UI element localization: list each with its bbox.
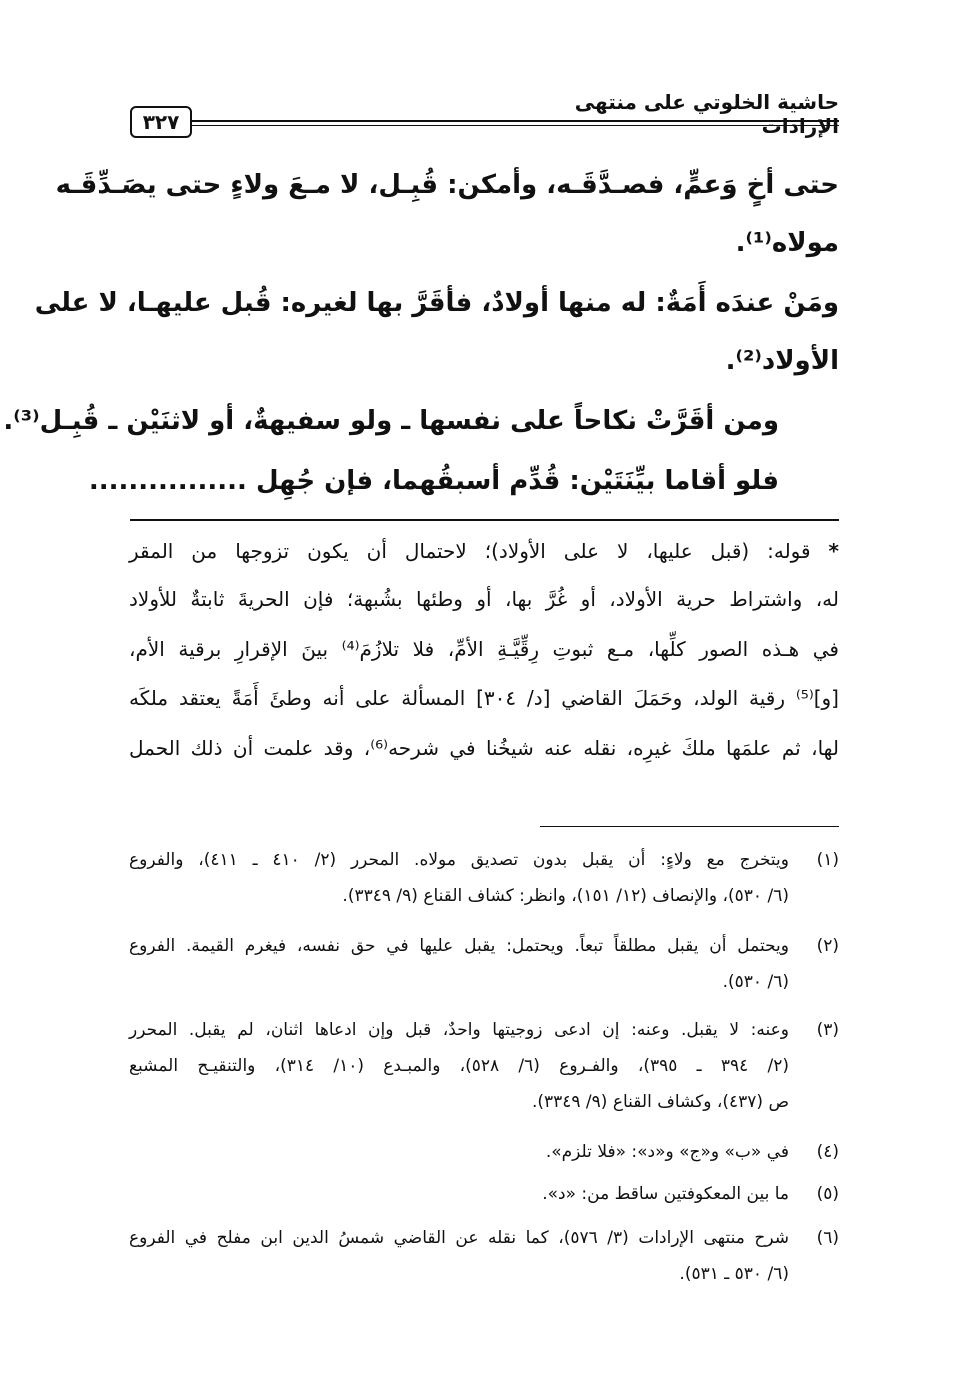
sharh-line-4: [و]⁽⁵⁾ رقية الولد، وحَمَلَ القاضي [د/ ٣٠٤] المسألة على أنه وطئَ أَمَةً يعتقد ملكَه: [129, 686, 839, 710]
header-rule-thin: [192, 125, 839, 126]
matn-line-6-text: فلو أقاما بيِّنَتَيْن: قُدِّم أسبقُهما، فإن جُهِل: [255, 466, 779, 496]
matn-line-1: حتى أخٍ وَعمٍّ، فصـدَّقَـه، وأمكن: قُبِـل، لا مـعَ ولاءٍ حتى يصَـدِّقَـه: [55, 170, 839, 200]
footnote-number: (٣): [816, 1020, 839, 1040]
sharh-line-3: في هـذه الصور كلِّها، مـع ثبوتِ رِقِّيَّـةِ الأمِّ، فلا تلازُمَ⁽⁴⁾ بينَ الإقرارِ برقية الأم،: [129, 637, 839, 661]
matn-line-4: الأولاد⁽²⁾.: [725, 346, 839, 376]
footnote-number: (٦): [816, 1228, 839, 1248]
footnote-1: [129, 848, 839, 908]
sharh-line-2: له، واشتراط حرية الأولاد، أو غُرَّ بها، أو وطئها بشُبهة؛ فإن الحريةَ ثابتةٌ للأولاد: [129, 587, 839, 611]
footnote-line: وعنه: لا يقبل. وعنه: إن ادعى زوجيتها واحدٌ، قبل وإن ادعاها اثنان، لم يقبل. المحرر: [129, 1020, 789, 1040]
footnote-line: (٦/ ٥٣٠)، والإنصاف (١٢/ ١٥١)، وانظر: كشاف القناع (٩/ ٣٣٤٩).: [342, 886, 789, 906]
matn-line-5: ومن أقَرَّتْ نكاحاً على نفسها ـ ولو سفيهةٌ، أو لاثنَيْن ـ قُبِـل⁽³⁾.: [3, 406, 779, 436]
matn-line-6: [88, 464, 779, 498]
page-number-box: ٣٢٧: [130, 106, 192, 138]
running-title: حاشية الخلوتي على منتهى الإرادات: [574, 90, 839, 138]
matn-line-2: مولاه⁽¹⁾.: [735, 228, 839, 258]
continuation-dots: ................: [88, 466, 247, 496]
footnote-line: ويتخرج مع ولاءٍ: أن يقبل بدون تصديق مولاه. المحرر (٢/ ٤١٠ ـ ٤١١)، والفروع: [129, 850, 789, 870]
footnote-6: [129, 1226, 839, 1286]
sharh-line-5: لها، ثم علمَها ملكَ غيرِه، نقله عنه شيخُنا في شرحه⁽⁶⁾، وقد علمت أن ذلك الحمل: [129, 736, 839, 760]
sharh-line-1: [129, 538, 839, 564]
footnote-line: (٦/ ٥٣٠).: [722, 972, 789, 992]
footnote-4: [129, 1140, 839, 1168]
footnote-3: [129, 1018, 839, 1118]
footnote-number: (٥): [816, 1184, 839, 1204]
asterisk-marker: *: [828, 539, 839, 563]
footnote-line: شرح منتهى الإرادات (٣/ ٥٧٦)، كما نقله عن القاضي شمسُ الدين ابن مفلح في الفروع: [129, 1228, 789, 1248]
footnote-2: [129, 934, 839, 994]
footnote-line: في «ب» و«ج» و«د»: «فلا تلزم».: [545, 1142, 789, 1162]
footnote-line: (٢/ ٣٩٤ ـ ٣٩٥)، والفـروع (٦/ ٥٢٨)، والمبـدع (١٠/ ٣١٤)، والتنقيـح المشبع: [129, 1056, 790, 1076]
matn-sharh-separator: [130, 519, 839, 521]
footnote-number: (١): [816, 850, 839, 870]
footnote-number: (٤): [816, 1142, 839, 1162]
footnote-line: (٦/ ٥٣٠ ـ ٥٣١).: [679, 1264, 789, 1284]
footnote-number: (٢): [816, 936, 839, 956]
footnote-line: ويحتمل أن يقبل مطلقاً تبعاً. ويحتمل: يقبل عليها في حق نفسه، فيغرم القيمة. الفروع: [129, 936, 789, 956]
sharh-line-1-text: قوله: (قبل عليها، لا على الأولاد)؛ لاحتمال أن يكون تزوجها من المقر: [129, 539, 811, 563]
matn-line-3: ومَنْ عندَه أَمَةٌ: له منها أولادٌ، فأقَرَّ بها لغيره: قُبل عليهـا، لا على: [34, 288, 839, 318]
footnote-5: [129, 1182, 839, 1210]
footnote-line: ما بين المعكوفتين ساقط من: «د».: [542, 1184, 789, 1204]
header-rule: [192, 120, 839, 122]
footnote-line: ص (٤٣٧)، وكشاف القناع (٩/ ٣٣٤٩).: [531, 1092, 789, 1112]
footnote-separator: [540, 826, 839, 827]
